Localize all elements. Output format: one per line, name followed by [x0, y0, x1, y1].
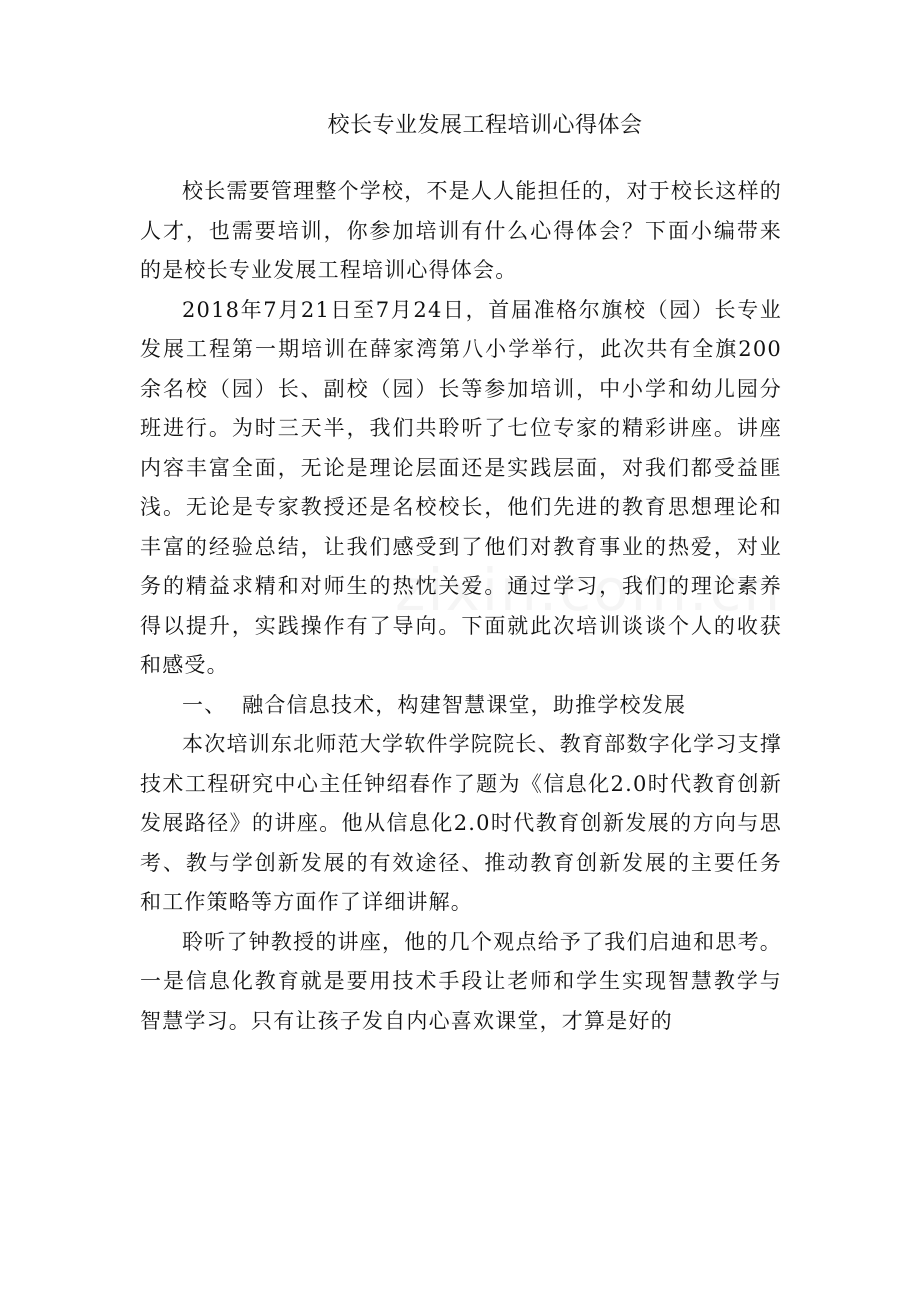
paragraph-lecture-summary: 本次培训东北师范大学软件学院院长、教育部数字化学习支撑技术工程研究中心主任钟绍春作了题为《信息化2.0时代教育创新发展路径》的讲座。他从信息化2.0时代教育创新发展的方向与思考、教与学创新发展的有效途径、推动教育创新发展的主要任务和工作策略等方面作了详细讲解。: [140, 732, 782, 914]
document-title: 校长专业发展工程培训心得体会: [327, 113, 643, 138]
paragraph-reflection: 聆听了钟教授的讲座，他的几个观点给予了我们启迪和思考。一是信息化教育就是要用技术手段让老师和学生实现智慧教学与智慧学习。只有让孩子发自内心喜欢课堂，才算是好的: [140, 929, 782, 1033]
paragraph-training-overview: 2018年7月21日至7月24日，首届准格尔旗校（园）长专业发展工程第一期培训在薛家湾第八小学举行，此次共有全旗200余名校（园）长、副校（园）长等参加培训，中小学和幼儿园分班进行。为时三天半，我们共聆听了七位专家的精彩讲座。讲座内容丰富全面，无论是理论层面还是实践层面，对我们都受益匪浅。无论是专家教授还是名校校长，他们先进的教育思想理论和丰富的经验总结，让我们感受到了他们对教育事业的热爱，对业务的精益求精和对师生的热忱关爱。通过学习，我们的理论素养得以提升，实践操作有了导向。下面就此次培训谈谈个人的收获和感受。: [140, 297, 782, 677]
section-heading-1: 一、 融合信息技术，构建智慧课堂，助推学校发展: [182, 692, 687, 717]
paragraph-intro: 校长需要管理整个学校，不是人人能担任的，对于校长这样的人才，也需要培训，你参加培训有什么心得体会？下面小编带来的是校长专业发展工程培训心得体会。: [140, 179, 782, 282]
document-body: [140, 172, 782, 1041]
